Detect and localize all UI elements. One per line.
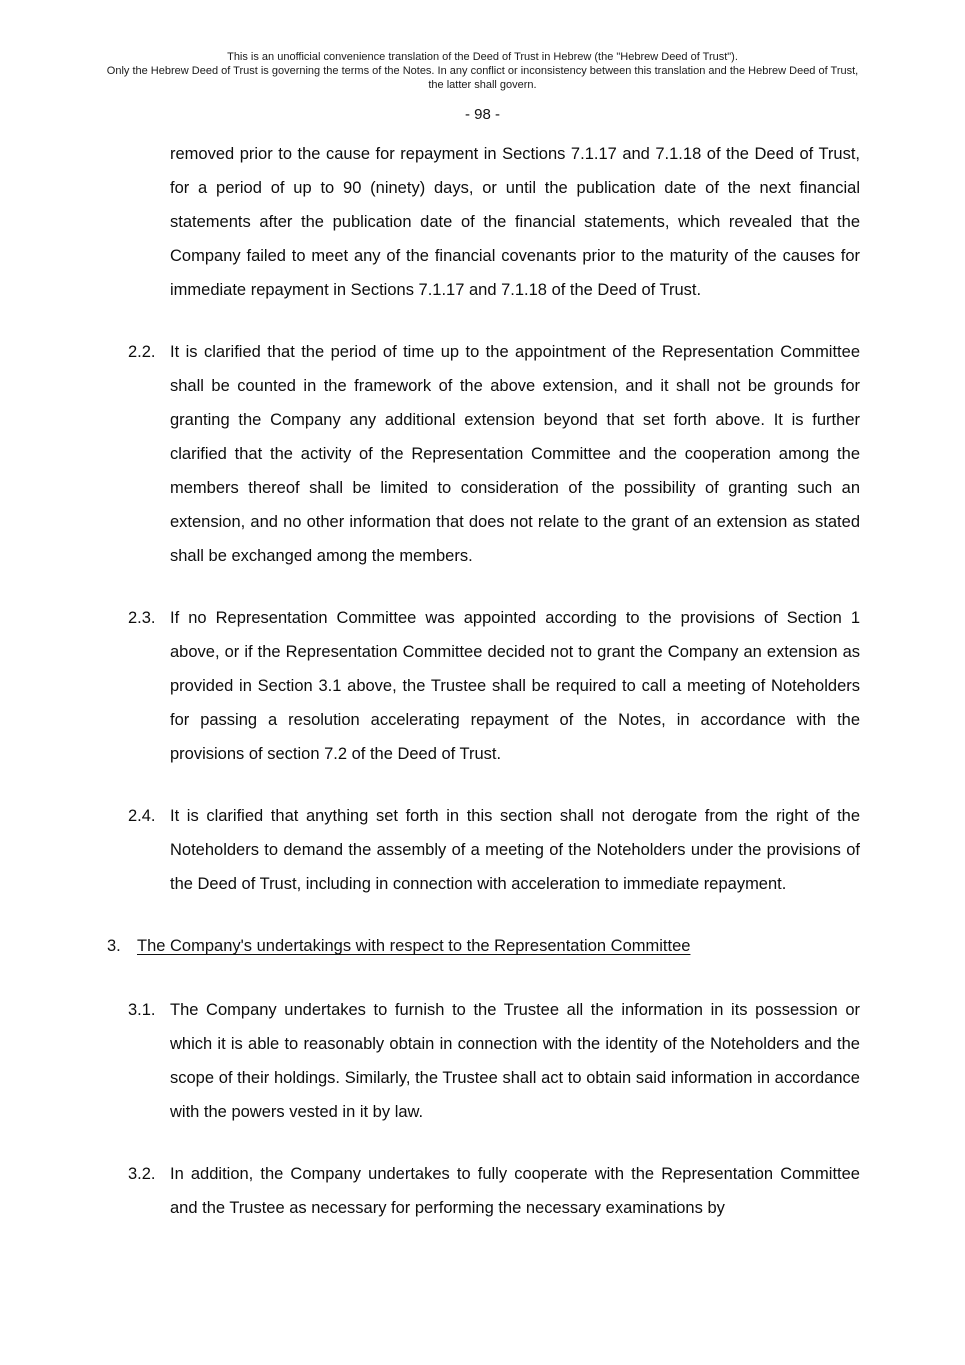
item-number: 3.1. <box>128 1001 156 1019</box>
page-number: - 98 - <box>464 106 500 123</box>
disclaimer-line-1: This is an unofficial convenience translation of the Deed of Trust in Hebrew (the "Hebrew Deed of Trust"). <box>227 51 738 63</box>
numbered-item-2-2 <box>0 335 965 573</box>
numbered-item-3-1 <box>0 993 965 1129</box>
item-text: It is clarified that the period of time up to the appointment of the Representation Committee shall be counted in the framework of the above extension, and it shall not be grounds for granting the Company any additional extension beyond that set forth above. It is further clarified that the activity of the Representation Committee and the cooperation among the members thereof shall be limited to consideration of the possibility of granting such an extension, and no other information that does not relate to the grant of an extension as stated shall be exchanged among the members. <box>170 343 860 565</box>
continuation-paragraph: removed prior to the cause for repayment in Sections 7.1.17 and 7.1.18 of the Deed of Trust, for a period of up to 90 (ninety) days, or until the publication date of the next financial statements after the publication date of the financial statements, which revealed that the Company failed to meet any of the financial covenants prior to the maturity of the causes for immediate repayment in Sections 7.1.17 and 7.1.18 of the Deed of Trust. <box>170 145 860 299</box>
item-text: The Company undertakes to furnish to the Trustee all the information in its possession or which it is able to reasonably obtain in connection with the identity of the Noteholders and the scope of their holdings. Similarly, the Trustee shall act to obtain said information in accordance with the powers vested in it by law. <box>170 1001 860 1121</box>
numbered-item-2-4 <box>0 799 965 901</box>
item-number: 3.2. <box>128 1165 156 1183</box>
numbered-item-2-3 <box>0 601 965 771</box>
disclaimer-line-2: Only the Hebrew Deed of Trust is governing the terms of the Notes. In any conflict or inconsistency between this translation and the Hebrew Deed of Trust, the latter shall govern. <box>106 65 859 91</box>
item-text: In addition, the Company undertakes to fully cooperate with the Representation Committee and the Trustee as necessary for performing the necessary examinations by <box>170 1165 860 1217</box>
item-text: It is clarified that anything set forth in this section shall not derogate from the right of the Noteholders to demand the assembly of a meeting of the Noteholders under the provisions of the Deed of Trust, including in connection with acceleration to immediate repayment. <box>170 807 860 893</box>
numbered-item-3-2 <box>0 1157 965 1225</box>
section-title: The Company's undertakings with respect to the Representation Committee <box>137 937 691 955</box>
section-3-heading <box>0 929 965 963</box>
item-number: 2.3. <box>128 609 156 627</box>
section-number: 3. <box>107 937 121 955</box>
item-text: If no Representation Committee was appointed according to the provisions of Section 1 above, or if the Representation Committee decided not to grant the Company an extension as provided in Section 3.1 above, the Trustee shall be required to call a meeting of Noteholders for passing a resolution accelerating repayment of the Notes, in accordance with the provisions of section 7.2 of the Deed of Trust. <box>170 609 860 763</box>
item-number: 2.2. <box>128 343 156 361</box>
item-number: 2.4. <box>128 807 156 825</box>
translation-disclaimer <box>0 50 965 92</box>
